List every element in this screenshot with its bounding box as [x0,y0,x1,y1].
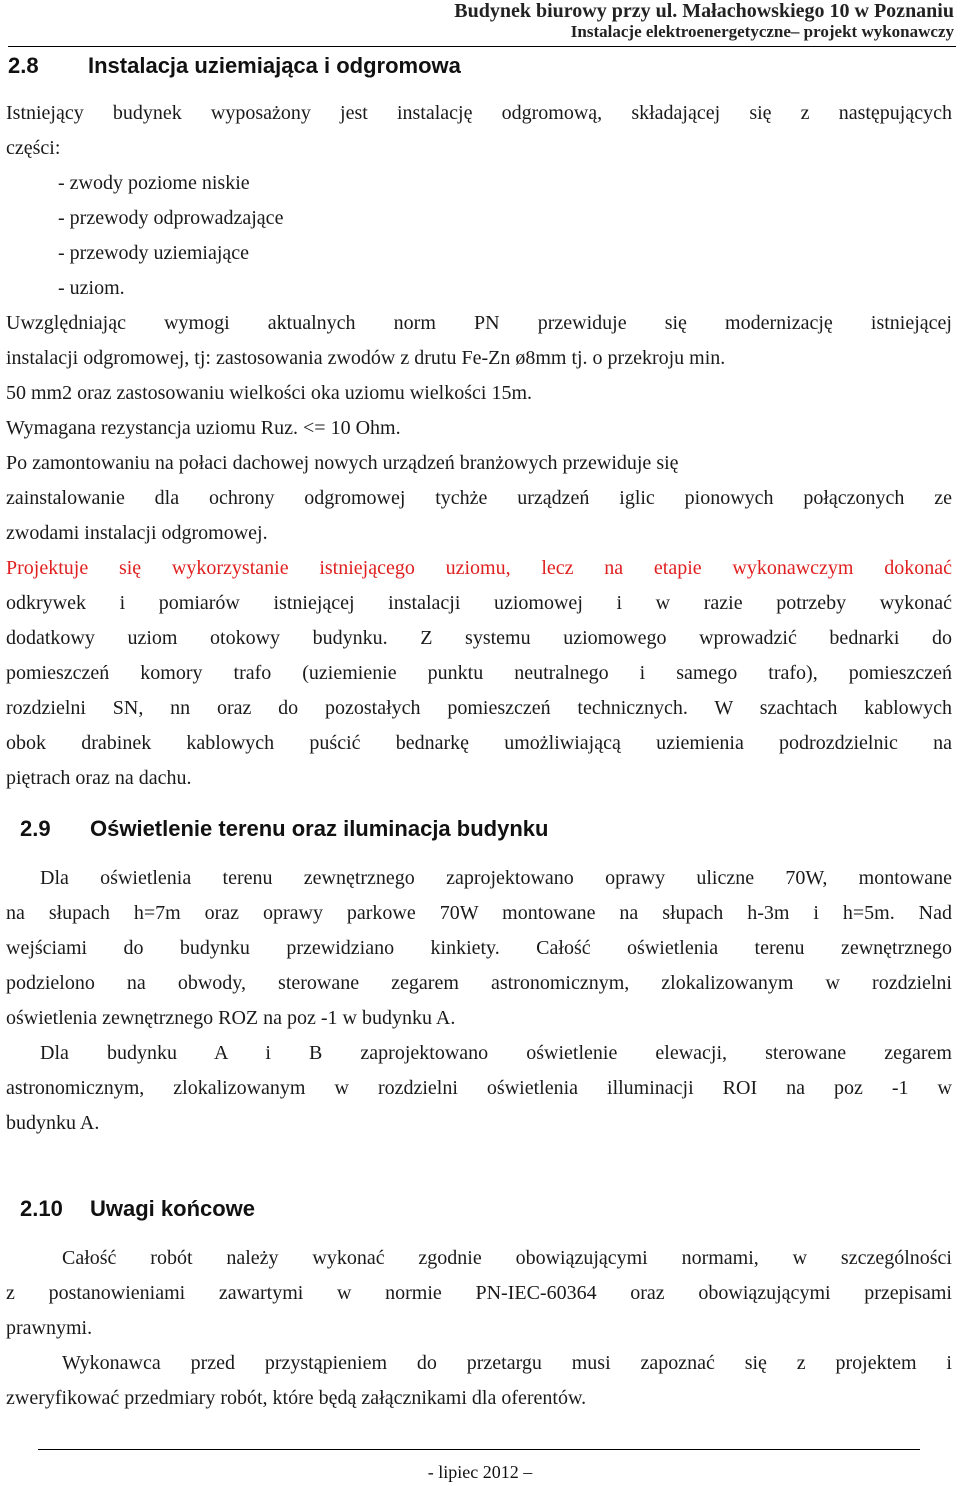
section-heading-2-8 [8,53,461,79]
text-line: na słupach h=7m oraz oprawy parkowe 70W montowane na słupach h-3m i h=5m. Nad [6,902,952,924]
text-line: obok drabinek kablowych puścić bednarkę umożliwiającą uziemienia podrozdzielnic na [6,732,952,754]
paragraph-roof-devices [6,446,952,551]
text-line: Dla oświetlenia terenu zewnętrznego zaprojektowano oprawy uliczne 70W, montowane [40,867,952,889]
section-title: Oświetlenie terenu oraz iluminacja budynku [90,816,549,841]
text-line: zainstalowanie dla ochrony odgromowej tychże urządzeń iglic pionowych połączonych ze [6,487,952,509]
text-line: Wymagana rezystancja uziomu Ruz. <= 10 Ohm. [6,417,401,439]
text-line: zweryfikować przedmiary robót, które będą załącznikami dla oferentów. [6,1387,587,1409]
list-item: - zwody poziome niskie [58,172,250,194]
list-item: - przewody odprowadzające [58,207,284,229]
text-line: Uwzględniając wymogi aktualnych norm PN przewiduje się modernizację istniejącej [6,312,952,334]
text-line: dodatkowy uziom otokowy budynku. Z systemu uziomowego wprowadzić bednarki do [6,627,952,649]
text-line: prawnymi. [6,1317,93,1339]
footer-divider [38,1449,920,1450]
paragraph-site-lighting [6,861,952,1036]
text-line: budynku A. [6,1112,100,1134]
paragraph-final-notes-2 [6,1346,952,1416]
section-title: Uwagi końcowe [90,1196,256,1221]
text-line: Wykonawca przed przystąpieniem do przetargu musi zapoznać się z projektem i [62,1352,952,1374]
header-subtitle: Instalacje elektroenergetyczne– projekt wykonawczy [570,22,954,41]
section-heading-2-9 [20,816,548,842]
list-item: - uziom. [58,277,125,299]
text-line: Dla budynku A i B zaprojektowano oświetlenie elewacji, sterowane zegarem [40,1042,952,1064]
section-number: 2.9 [20,816,51,841]
text-line: piętrach oraz na dachu. [6,767,192,789]
paragraph-intro [6,96,952,166]
text-line: instalacji odgromowej, tj: zastosowania zwodów z drutu Fe-Zn ø8mm tj. o przekroju min. [6,347,726,369]
text-line: pomieszczeń komory trafo (uziemienie punktu neutralnego i samego trafo), pomieszczeń [6,662,952,684]
text-line: zwodami instalacji odgromowej. [6,522,268,544]
paragraph-facade-lighting [6,1036,952,1141]
text-line: z postanowieniami zawartymi w normie PN-IEC-60364 oraz obowiązującymi przepisami [6,1282,952,1304]
header-divider [8,46,956,47]
section-heading-2-10 [20,1196,255,1222]
document-header [454,0,954,42]
text-line: Całość robót należy wykonać zgodnie obowiązującymi normami, w szczególności [62,1247,952,1269]
text-line: Istniejący budynek wyposażony jest instalację odgromową, składającej się z następujących [6,102,952,124]
list-item: - przewody uziemiające [58,242,250,264]
section-title: Instalacja uziemiająca i odgromowa [88,53,461,78]
paragraph-final-notes-1 [6,1241,952,1346]
section-number: 2.10 [20,1196,63,1221]
text-line: 50 mm2 oraz zastosowaniu wielkości oka uziomu wielkości 15m. [6,382,533,404]
text-line: oświetlenia zewnętrznego ROZ na poz -1 w budynku A. [6,1007,456,1029]
text-line: części: [6,137,61,159]
paragraph-modernization [6,306,952,446]
text-line: odkrywek i pomiarów istniejącej instalacji uziomowej i w razie potrzeby wykonać [6,592,952,614]
text-line: wejściami do budynku przewidziano kinkiety. Całość oświetlenia terenu zewnętrznego [6,937,952,959]
text-line: astronomicznym, zlokalizowanym w rozdzielni oświetlenia illuminacji ROI na poz -1 w [6,1077,952,1099]
text-line: rozdzielni SN, nn oraz do pozostałych pomieszczeń technicznych. W szachtach kablowych [6,697,952,719]
text-line: Po zamontowaniu na połaci dachowej nowych urządzeń branżowych przewiduje się [6,452,679,474]
text-line: podzielono na obwody, sterowane zegarem astronomicznym, zlokalizowanym w rozdzielni [6,972,952,994]
highlighted-text-line: Projektuje się wykorzystanie istniejącego uziomu, lecz na etapie wykonawczym dokonać [6,557,952,579]
section-number: 2.8 [8,53,39,78]
footer-date: - lipiec 2012 – [427,1462,533,1482]
paragraph-earthing [6,551,952,796]
header-building: Budynek biurowy przy ul. Małachowskiego 10 w Poznaniu [454,0,954,22]
